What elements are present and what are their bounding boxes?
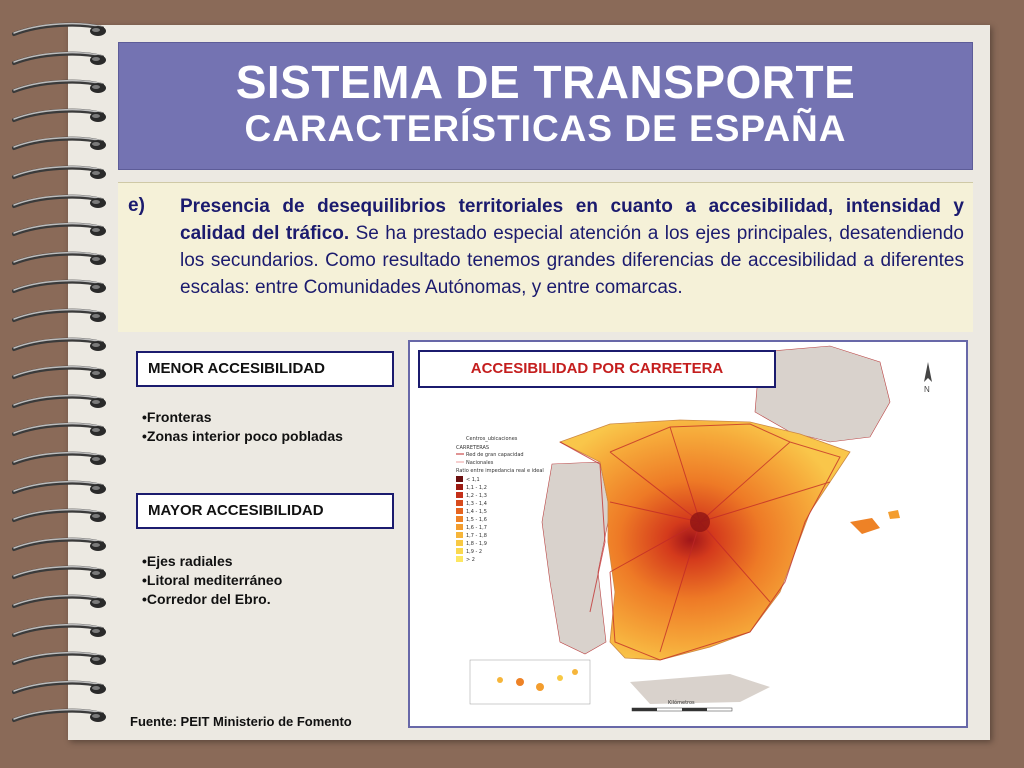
legend-swatch bbox=[456, 500, 463, 506]
svg-text:Kilómetros: Kilómetros bbox=[668, 700, 695, 706]
legend-label: 1,7 - 1,8 bbox=[466, 533, 487, 539]
map-legend bbox=[456, 436, 544, 563]
list-item: •Litoral mediterráneo bbox=[142, 572, 283, 588]
spiral-coil bbox=[10, 134, 106, 154]
legend-label: > 2 bbox=[466, 557, 475, 563]
legend-label: 1,5 - 1,6 bbox=[466, 517, 487, 523]
spiral-coil bbox=[10, 363, 106, 383]
legend-label: 1,1 - 1,2 bbox=[466, 485, 487, 491]
legend-label: 1,3 - 1,4 bbox=[466, 501, 487, 507]
spiral-coil bbox=[10, 563, 106, 583]
spiral-coil bbox=[10, 220, 106, 240]
svg-text:Centros_ubicaciones: Centros_ubicaciones bbox=[466, 436, 518, 442]
spiral-coil bbox=[10, 106, 106, 126]
spiral-coil bbox=[10, 77, 106, 97]
portugal-area bbox=[542, 462, 610, 654]
legend-swatch bbox=[456, 556, 463, 562]
source-note: Fuente: PEIT Ministerio de Fomento bbox=[130, 714, 352, 729]
legend-swatch bbox=[456, 476, 463, 482]
legend-label: < 1,1 bbox=[466, 477, 480, 483]
svg-text:Red de gran capacidad: Red de gran capacidad bbox=[466, 452, 524, 458]
item-letter: e) bbox=[128, 195, 145, 216]
item-paragraph bbox=[180, 193, 964, 301]
legend-swatch bbox=[456, 516, 463, 522]
menor-accesibilidad-list bbox=[142, 408, 343, 446]
spiral-coil bbox=[10, 335, 106, 355]
spiral-coil bbox=[10, 506, 106, 526]
north-arrow-icon bbox=[924, 362, 932, 394]
spiral-coil bbox=[10, 621, 106, 641]
legend-swatch bbox=[456, 540, 463, 546]
africa-area bbox=[630, 674, 770, 704]
list-item: •Corredor del Ebro. bbox=[142, 591, 271, 607]
spiral-coil bbox=[10, 706, 106, 726]
legend-swatch bbox=[456, 484, 463, 490]
spiral-coil bbox=[10, 20, 106, 40]
legend-swatch bbox=[456, 548, 463, 554]
spiral-coil bbox=[10, 449, 106, 469]
legend-swatch bbox=[456, 492, 463, 498]
spain-map-graphic bbox=[410, 342, 966, 726]
spiral-coil bbox=[10, 649, 106, 669]
legend-label: 1,9 - 2 bbox=[466, 549, 483, 555]
spiral-coil bbox=[10, 592, 106, 612]
legend-swatch bbox=[456, 508, 463, 514]
svg-text:CARRETERAS: CARRETERAS bbox=[456, 445, 490, 451]
list-item: •Fronteras bbox=[142, 409, 212, 425]
spiral-coil bbox=[10, 392, 106, 412]
madrid-hotspot bbox=[690, 512, 710, 532]
accessibility-map bbox=[408, 340, 968, 728]
spiral-coil bbox=[10, 306, 106, 326]
svg-text:Ratio entre impedancia real e: Ratio entre impedancia real e ideal bbox=[456, 468, 544, 474]
map-title: ACCESIBILIDAD POR CARRETERA bbox=[418, 350, 776, 388]
legend-label: 1,6 - 1,7 bbox=[466, 525, 487, 531]
legend-swatch bbox=[456, 524, 463, 530]
svg-text:Nacionales: Nacionales bbox=[466, 460, 494, 466]
slide-title: SISTEMA DE TRANSPORTE bbox=[235, 56, 856, 108]
item-regular-text: Se ha prestado especial atención a los ejes principales, desatendiendo los secundarios. Como resultado tenemos grandes diferencias de accesibilidad a diferentes escalas: entre Comunidades Autónomas, y entre comarcas. bbox=[180, 223, 964, 298]
canary-islands-inset bbox=[470, 660, 590, 704]
spiral-coil bbox=[10, 49, 106, 69]
legend-swatch bbox=[456, 532, 463, 538]
spiral-coil bbox=[10, 420, 106, 440]
menor-accesibilidad-label: MENOR ACCESIBILIDAD bbox=[136, 351, 394, 387]
spiral-coil bbox=[10, 163, 106, 183]
spiral-coil bbox=[10, 249, 106, 269]
item-bold-text: Presencia de desequilibrios territoriales en cuanto a accesibilidad, intensidad y calidad del tráfico. bbox=[180, 196, 964, 244]
menorca-island bbox=[888, 510, 900, 519]
mayor-accesibilidad-label: MAYOR ACCESIBILIDAD bbox=[136, 493, 394, 529]
legend-label: 1,4 - 1,5 bbox=[466, 509, 487, 515]
balearic-islands bbox=[850, 518, 880, 534]
slide-subtitle: CARACTERÍSTICAS DE ESPAÑA bbox=[244, 108, 847, 149]
title-banner bbox=[118, 42, 973, 170]
spiral-coil bbox=[10, 478, 106, 498]
svg-text:N: N bbox=[924, 385, 930, 394]
mayor-accesibilidad-list bbox=[142, 552, 282, 609]
legend-label: 1,2 - 1,3 bbox=[466, 493, 487, 499]
spiral-binding bbox=[0, 20, 110, 740]
spiral-coil bbox=[10, 678, 106, 698]
legend-label: 1,8 - 1,9 bbox=[466, 541, 487, 547]
list-item: •Zonas interior poco pobladas bbox=[142, 428, 343, 444]
content-box bbox=[118, 182, 973, 332]
spiral-coil bbox=[10, 277, 106, 297]
spiral-coil bbox=[10, 535, 106, 555]
list-item: •Ejes radiales bbox=[142, 553, 233, 569]
spiral-coil bbox=[10, 192, 106, 212]
